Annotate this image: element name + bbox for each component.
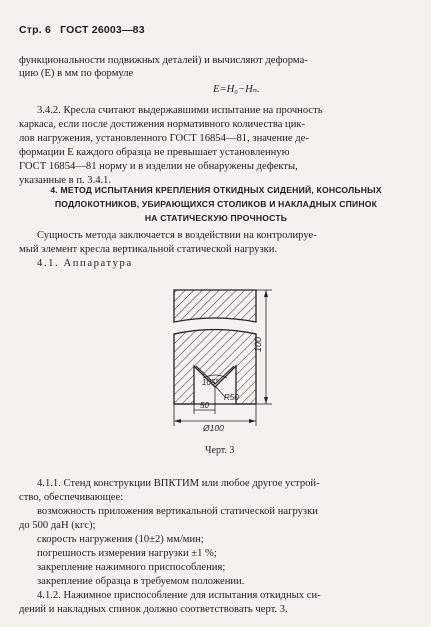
section-411-line-3: возможность приложения вертикальной статической нагрузки	[37, 506, 318, 517]
section-4-heading-line-2: ПОДЛОКОТНИКОВ, УБИРАЮЩИХСЯ СТОЛИКОВ И НАКЛАДНЫХ СПИНОК	[54, 199, 378, 209]
section-342-line-5: ГОСТ 16854—81 норму и в изделии не обнаружены дефекты,	[19, 161, 298, 172]
dim-width-label: 50	[200, 401, 209, 410]
dim-height-label: 100	[253, 336, 263, 352]
section-342-line-1: 3.4.2. Кресла считают выдержавшими испытание на прочность	[37, 105, 323, 116]
section-4-heading-line-3: НА СТАТИЧЕСКУЮ ПРОЧНОСТЬ	[144, 213, 288, 223]
standard-code: ГОСТ 26003—83	[60, 24, 145, 36]
section-411-line-2: ство, обеспечивающее:	[19, 492, 124, 503]
section-412-line-1: 4.1.2. Нажимное приспособление для испытания откидных си-	[37, 590, 321, 601]
page-number: Стр. 6	[19, 24, 52, 36]
dim-radius-label: R50	[224, 393, 239, 402]
section-342-line-6: указанные в п. 3.4.1.	[19, 175, 112, 186]
section-412-line-2: дений и накладных спинок должно соответствовать черт. 3.	[19, 604, 288, 615]
section-411-line-4: до 500 даН (кгс);	[19, 520, 96, 531]
section-411-line-7: закрепление нажимного приспособления;	[37, 562, 226, 573]
essence-line-1: Сущность метода заключается в воздействии на контролируе-	[37, 230, 317, 241]
dim-angle-label: 105°	[202, 378, 219, 387]
section-411-line-8: закрепление образца в требуемом положении.	[37, 576, 245, 587]
section-411-line-1: 4.1.1. Стенд конструкции ВПКТИМ или любое другое устрой-	[37, 478, 320, 489]
section-342-line-4: формации Е каждого образца не превышает установленную	[19, 147, 290, 158]
section-411-line-5: скорость нагружения (10±2) мм/мин;	[37, 534, 204, 545]
intro-line-2: цию (Е) в мм по формуле	[19, 68, 134, 79]
section-411-line-6: погрешность измерения нагрузки ±1 %;	[37, 548, 217, 559]
section-342-line-3: лов нагружения, установленного ГОСТ 16854—81, значение де-	[19, 133, 309, 144]
section-342-line-2: каркаса, если после достижения нормативного количества цик-	[19, 119, 306, 130]
dim-diameter-label: Ø100	[203, 423, 224, 433]
section-4-heading-line-1: 4. МЕТОД ИСПЫТАНИЯ КРЕПЛЕНИЯ ОТКИДНЫХ СИДЕНИЙ, КОНСОЛЬНЫХ	[50, 185, 382, 195]
apparatus-heading: 4.1. Аппаратура	[37, 258, 133, 269]
intro-line-1: функциональности подвижных деталей) и вычисляют деформа-	[19, 55, 308, 66]
upper-block	[174, 290, 256, 322]
formula: E=H₀−Hₙ.	[213, 84, 260, 95]
essence-line-2: мый элемент кресла вертикальной статической нагрузки.	[19, 244, 278, 255]
figure-caption: Черт. 3	[205, 445, 235, 456]
